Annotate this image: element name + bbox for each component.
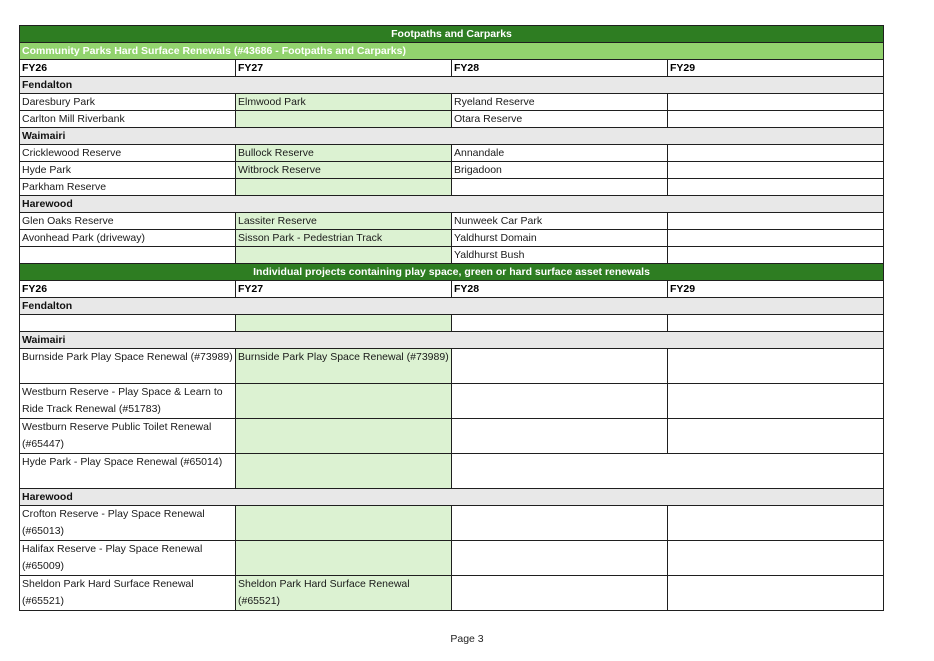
table-cell bbox=[452, 576, 668, 611]
table-cell bbox=[452, 384, 668, 419]
table-cell: Westburn Reserve Public Toilet Renewal (#65447) bbox=[20, 419, 236, 454]
group-row-harewood bbox=[20, 196, 884, 213]
table-cell bbox=[668, 506, 884, 541]
table-cell: Glen Oaks Reserve bbox=[20, 213, 236, 230]
table-row bbox=[20, 315, 884, 332]
table-cell bbox=[236, 384, 452, 419]
table-cell bbox=[452, 349, 668, 384]
table-cell: Ryeland Reserve bbox=[452, 94, 668, 111]
table-cell bbox=[236, 541, 452, 576]
table-row bbox=[20, 419, 884, 454]
table-cell bbox=[452, 541, 668, 576]
ward-heading: Harewood bbox=[20, 489, 884, 506]
table-cell bbox=[452, 315, 668, 332]
table-row bbox=[20, 247, 884, 264]
table-row bbox=[20, 454, 884, 489]
table-cell bbox=[236, 419, 452, 454]
table-cell bbox=[668, 179, 884, 196]
subtitle-row bbox=[20, 43, 884, 60]
table-cell bbox=[20, 247, 236, 264]
table-cell: Carlton Mill Riverbank bbox=[20, 111, 236, 128]
group-row-harewood bbox=[20, 489, 884, 506]
table-cell: Burnside Park Play Space Renewal (#73989) bbox=[236, 349, 452, 384]
ward-heading: Waimairi bbox=[20, 332, 884, 349]
table-cell: Burnside Park Play Space Renewal (#73989) bbox=[20, 349, 236, 384]
column-header-fy26: FY26 bbox=[20, 281, 236, 298]
section-title: Individual projects containing play space, green or hard surface asset renewals bbox=[20, 264, 884, 281]
table-cell bbox=[236, 454, 452, 489]
table-row bbox=[20, 541, 884, 576]
table-subtitle: Community Parks Hard Surface Renewals (#43686 - Footpaths and Carparks) bbox=[20, 43, 884, 60]
table-cell bbox=[236, 179, 452, 196]
column-header-fy27: FY27 bbox=[236, 281, 452, 298]
table-cell bbox=[236, 506, 452, 541]
s2-header-row bbox=[20, 281, 884, 298]
table-cell: Sheldon Park Hard Surface Renewal (#65521) bbox=[236, 576, 452, 611]
title-row bbox=[20, 26, 884, 43]
ward-heading: Fendalton bbox=[20, 77, 884, 94]
table-cell bbox=[452, 419, 668, 454]
group-row-fendalton bbox=[20, 298, 884, 315]
ward-heading: Waimairi bbox=[20, 128, 884, 145]
table-cell: Sheldon Park Hard Surface Renewal (#65521) bbox=[20, 576, 236, 611]
table-cell bbox=[668, 349, 884, 384]
table-cell: Halifax Reserve - Play Space Renewal (#65009) bbox=[20, 541, 236, 576]
table-row bbox=[20, 162, 884, 179]
table-cell bbox=[668, 576, 884, 611]
table-cell bbox=[668, 145, 884, 162]
table-row bbox=[20, 179, 884, 196]
table-cell bbox=[668, 213, 884, 230]
table-cell: Brigadoon bbox=[452, 162, 668, 179]
table-cell bbox=[668, 162, 884, 179]
table-cell bbox=[236, 247, 452, 264]
ward-heading: Harewood bbox=[20, 196, 884, 213]
table-cell: Cricklewood Reserve bbox=[20, 145, 236, 162]
table-cell: Parkham Reserve bbox=[20, 179, 236, 196]
table-cell: Nunweek Car Park bbox=[452, 213, 668, 230]
table-cell bbox=[668, 111, 884, 128]
table-cell bbox=[668, 94, 884, 111]
column-header-fy28: FY28 bbox=[452, 281, 668, 298]
section2-title-row bbox=[20, 264, 884, 281]
group-row-fendalton bbox=[20, 77, 884, 94]
table-cell bbox=[452, 454, 884, 489]
table-row bbox=[20, 230, 884, 247]
ward-heading: Fendalton bbox=[20, 298, 884, 315]
table-cell: Daresbury Park bbox=[20, 94, 236, 111]
column-header-fy29: FY29 bbox=[668, 281, 884, 298]
table-cell bbox=[668, 315, 884, 332]
table-cell: Hyde Park bbox=[20, 162, 236, 179]
table-cell: Yaldhurst Domain bbox=[452, 230, 668, 247]
table-cell bbox=[236, 315, 452, 332]
table-cell bbox=[20, 315, 236, 332]
table-row bbox=[20, 349, 884, 384]
table-cell: Annandale bbox=[452, 145, 668, 162]
table-cell: Witbrock Reserve bbox=[236, 162, 452, 179]
table-cell: Lassiter Reserve bbox=[236, 213, 452, 230]
table-cell bbox=[668, 384, 884, 419]
table-row bbox=[20, 145, 884, 162]
table-cell bbox=[452, 179, 668, 196]
renewals-table bbox=[19, 25, 884, 611]
group-row-waimairi bbox=[20, 128, 884, 145]
page-number: Page 3 bbox=[450, 633, 484, 645]
table-cell: Elmwood Park bbox=[236, 94, 452, 111]
table-title: Footpaths and Carparks bbox=[20, 26, 884, 43]
table-cell: Sisson Park - Pedestrian Track bbox=[236, 230, 452, 247]
table-row bbox=[20, 213, 884, 230]
table-cell: Yaldhurst Bush bbox=[452, 247, 668, 264]
table-cell bbox=[668, 230, 884, 247]
table-cell: Otara Reserve bbox=[452, 111, 668, 128]
group-row-waimairi bbox=[20, 332, 884, 349]
table-cell: Crofton Reserve - Play Space Renewal (#65013) bbox=[20, 506, 236, 541]
column-header-fy28: FY28 bbox=[452, 60, 668, 77]
table-row bbox=[20, 506, 884, 541]
table-cell: Avonhead Park (driveway) bbox=[20, 230, 236, 247]
table-row bbox=[20, 111, 884, 128]
column-header-fy27: FY27 bbox=[236, 60, 452, 77]
table-row bbox=[20, 576, 884, 611]
table-row bbox=[20, 384, 884, 419]
table-cell: Hyde Park - Play Space Renewal (#65014) bbox=[20, 454, 236, 489]
table-cell bbox=[452, 506, 668, 541]
table-row bbox=[20, 94, 884, 111]
table-cell bbox=[668, 247, 884, 264]
column-header-fy26: FY26 bbox=[20, 60, 236, 77]
table-cell: Westburn Reserve - Play Space & Learn to Ride Track Renewal (#51783) bbox=[20, 384, 236, 419]
table-cell bbox=[668, 419, 884, 454]
column-header-fy29: FY29 bbox=[668, 60, 884, 77]
table-cell bbox=[668, 541, 884, 576]
table-cell bbox=[236, 111, 452, 128]
s1-header-row bbox=[20, 60, 884, 77]
table-cell: Bullock Reserve bbox=[236, 145, 452, 162]
